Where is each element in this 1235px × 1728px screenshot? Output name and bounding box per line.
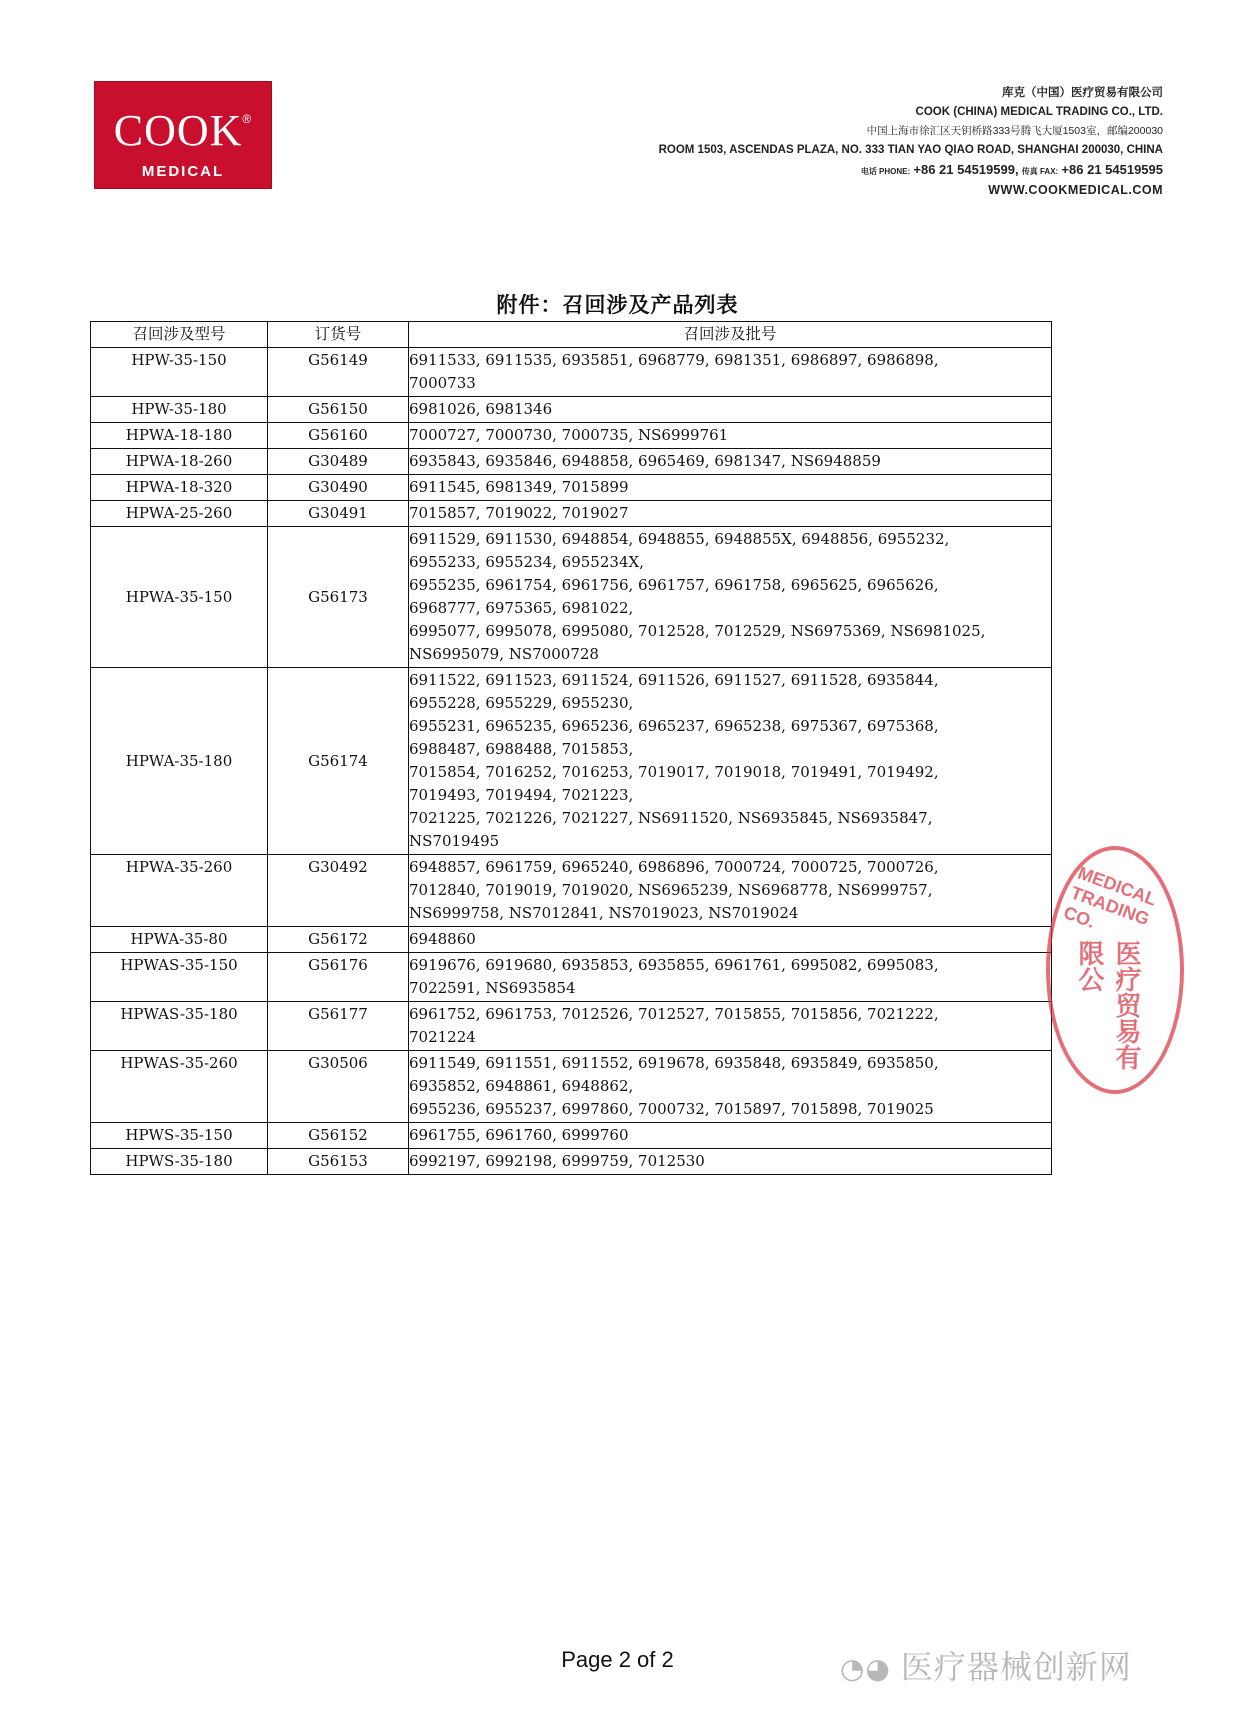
contact-line — [659, 160, 1163, 181]
cell-order-number: G30490 — [268, 475, 409, 501]
cell-model: HPWA-18-320 — [91, 475, 268, 501]
lot-line: 7022591, NS6935854 — [409, 979, 576, 997]
cell-lot-numbers — [409, 1051, 1052, 1123]
cell-order-number: G30491 — [268, 501, 409, 527]
lot-line: 7015857, 7019022, 7019027 — [409, 504, 629, 522]
lot-line: 6911545, 6981349, 7015899 — [409, 478, 629, 496]
lot-line: 6955233, 6955234, 6955234X, — [409, 553, 644, 571]
cell-model: HPWA-25-260 — [91, 501, 268, 527]
lot-line: 6935843, 6935846, 6948858, 6965469, 6981347, NS6948859 — [409, 452, 881, 470]
phone-number: +86 21 54519599, — [913, 162, 1019, 177]
cell-lot-numbers — [409, 475, 1052, 501]
cell-order-number: G56153 — [268, 1149, 409, 1175]
cell-order-number: G56174 — [268, 668, 409, 855]
fax-number: +86 21 54519595 — [1061, 162, 1163, 177]
lot-line: 6988487, 6988488, 7015853, — [409, 740, 634, 758]
wechat-icon: ◔◕ — [840, 1652, 891, 1685]
cell-order-number: G56160 — [268, 423, 409, 449]
lot-line: 6955236, 6955237, 6997860, 7000732, 7015897, 7015898, 7019025 — [409, 1100, 934, 1118]
lot-line: 6955231, 6965235, 6965236, 6965237, 6965238, 6975367, 6975368, — [409, 717, 939, 735]
header-model: 召回涉及型号 — [91, 322, 268, 348]
cell-model: HPWS-35-180 — [91, 1149, 268, 1175]
lot-line: 7021224 — [409, 1028, 476, 1046]
website-link: WWW.COOKMEDICAL.COM — [988, 183, 1163, 197]
fax-label: 传真 FAX: — [1021, 167, 1059, 176]
table-row — [91, 397, 1052, 423]
page-number: Page 2 of 2 — [561, 1647, 674, 1672]
lot-line: 6911549, 6911551, 6911552, 6919678, 6935848, 6935849, 6935850, — [409, 1054, 939, 1072]
cell-lot-numbers — [409, 423, 1052, 449]
cell-model: HPWS-35-150 — [91, 1123, 268, 1149]
lot-line: 6968777, 6975365, 6981022, — [409, 599, 634, 617]
table-row — [91, 953, 1052, 1002]
table-row — [91, 475, 1052, 501]
cell-model: HPWA-35-180 — [91, 668, 268, 855]
lot-line: NS6999758, NS7012841, NS7019023, NS7019024 — [409, 904, 799, 922]
cell-order-number: G56173 — [268, 527, 409, 668]
cell-lot-numbers — [409, 527, 1052, 668]
cell-model: HPW-35-180 — [91, 397, 268, 423]
table-header-row — [91, 322, 1052, 348]
company-name-cn: 库克（中国）医疗贸易有限公司 — [1002, 87, 1163, 99]
cell-order-number: G56150 — [268, 397, 409, 423]
company-name-en: COOK (CHINA) MEDICAL TRADING CO., LTD. — [915, 106, 1163, 118]
lot-line: 6911533, 6911535, 6935851, 6968779, 6981351, 6986897, 6986898, — [409, 351, 939, 369]
phone-label: 电话 PHONE: — [860, 167, 911, 176]
cell-model: HPWA-18-180 — [91, 423, 268, 449]
table-row — [91, 927, 1052, 953]
table-row — [91, 668, 1052, 855]
cell-model: HPWAS-35-260 — [91, 1051, 268, 1123]
logo-subtitle: MEDICAL — [141, 163, 225, 180]
cell-order-number: G56177 — [268, 1002, 409, 1051]
header-order-number: 订货号 — [268, 322, 409, 348]
lot-line: 6995077, 6995078, 6995080, 7012528, 7012529, NS6975369, NS6981025, — [409, 622, 986, 640]
table-row — [91, 348, 1052, 397]
company-seal-stamp — [1046, 846, 1184, 1094]
company-logo — [94, 81, 272, 189]
cell-order-number: G56149 — [268, 348, 409, 397]
cell-lot-numbers — [409, 397, 1052, 423]
recall-table — [90, 321, 1052, 1175]
document-title: 附件：召回涉及产品列表 — [496, 292, 739, 317]
lot-line: 7019493, 7019494, 7021223, — [409, 786, 634, 804]
lot-line: 6955235, 6961754, 6961756, 6961757, 6961758, 6965625, 6965626, — [409, 576, 939, 594]
lot-line: 7000727, 7000730, 7000735, NS6999761 — [409, 426, 729, 444]
cell-lot-numbers — [409, 348, 1052, 397]
lot-line: 6911522, 6911523, 6911524, 6911526, 6911527, 6911528, 6935844, — [409, 671, 939, 689]
cell-lot-numbers — [409, 927, 1052, 953]
lot-line: 6981026, 6981346 — [409, 400, 553, 418]
lot-line: 7000733 — [409, 374, 476, 392]
lot-line: 6992197, 6992198, 6999759, 7012530 — [409, 1152, 705, 1170]
lot-line: 6961752, 6961753, 7012526, 7012527, 7015855, 7015856, 7021222, — [409, 1005, 939, 1023]
company-header — [659, 84, 1163, 200]
lot-line: 6948857, 6961759, 6965240, 6986896, 7000724, 7000725, 7000726, — [409, 858, 939, 876]
cell-lot-numbers — [409, 668, 1052, 855]
cell-lot-numbers — [409, 953, 1052, 1002]
cell-model: HPWA-35-260 — [91, 855, 268, 927]
address-en: ROOM 1503, ASCENDAS PLAZA, NO. 333 TIAN YAO QIAO ROAD, SHANGHAI 200030, CHINA — [658, 144, 1163, 156]
cell-order-number: G30506 — [268, 1051, 409, 1123]
lot-line: 6935852, 6948861, 6948862, — [409, 1077, 634, 1095]
table-row — [91, 1149, 1052, 1175]
cell-lot-numbers — [409, 1002, 1052, 1051]
address-cn: 中国上海市徐汇区天钥桥路333号腾飞大厦1503室，邮编200030 — [866, 125, 1163, 137]
lot-line: NS7019495 — [409, 832, 500, 850]
lot-line: 6919676, 6919680, 6935853, 6935855, 6961761, 6995082, 6995083, — [409, 956, 939, 974]
cell-order-number: G30492 — [268, 855, 409, 927]
lot-line: 6948860 — [409, 930, 476, 948]
lot-line: 6955228, 6955229, 6955230, — [409, 694, 634, 712]
cell-model: HPWA-35-150 — [91, 527, 268, 668]
lot-line: 6911529, 6911530, 6948854, 6948855, 6948855X, 6948856, 6955232, — [409, 530, 950, 548]
cell-lot-numbers — [409, 1149, 1052, 1175]
table-row — [91, 527, 1052, 668]
header-lot-numbers: 召回涉及批号 — [409, 322, 1052, 348]
lot-line: 6961755, 6961760, 6999760 — [409, 1126, 629, 1144]
table-row — [91, 1123, 1052, 1149]
lot-line: 7015854, 7016252, 7016253, 7019017, 7019018, 7019491, 7019492, — [409, 763, 939, 781]
lot-line: 7021225, 7021226, 7021227, NS6911520, NS6935845, NS6935847, — [409, 809, 933, 827]
watermark — [840, 1642, 1132, 1688]
cell-order-number: G30489 — [268, 449, 409, 475]
table-row — [91, 501, 1052, 527]
lot-line: 7012840, 7019019, 7019020, NS6965239, NS6968778, NS6999757, — [409, 881, 933, 899]
cell-order-number: G56152 — [268, 1123, 409, 1149]
cell-model: HPWA-18-260 — [91, 449, 268, 475]
cell-model: HPWAS-35-150 — [91, 953, 268, 1002]
cell-lot-numbers — [409, 501, 1052, 527]
table-row — [91, 855, 1052, 927]
watermark-text: 医疗器械创新网 — [900, 1648, 1132, 1686]
table-row — [91, 423, 1052, 449]
logo-brand: COOK® — [113, 106, 253, 155]
cell-model: HPWA-35-80 — [91, 927, 268, 953]
stamp-text-cn: 医疗贸易有限公 — [1075, 940, 1142, 1070]
table-row — [91, 1002, 1052, 1051]
lot-line: NS6995079, NS7000728 — [409, 645, 599, 663]
table-row — [91, 1051, 1052, 1123]
table-row — [91, 449, 1052, 475]
cell-model: HPWAS-35-180 — [91, 1002, 268, 1051]
cell-order-number: G56176 — [268, 953, 409, 1002]
cell-model: HPW-35-150 — [91, 348, 268, 397]
cell-lot-numbers — [409, 449, 1052, 475]
cell-lot-numbers — [409, 1123, 1052, 1149]
cell-lot-numbers — [409, 855, 1052, 927]
cell-order-number: G56172 — [268, 927, 409, 953]
stamp-text-en: MEDICAL TRADING CO. — [1060, 862, 1159, 932]
